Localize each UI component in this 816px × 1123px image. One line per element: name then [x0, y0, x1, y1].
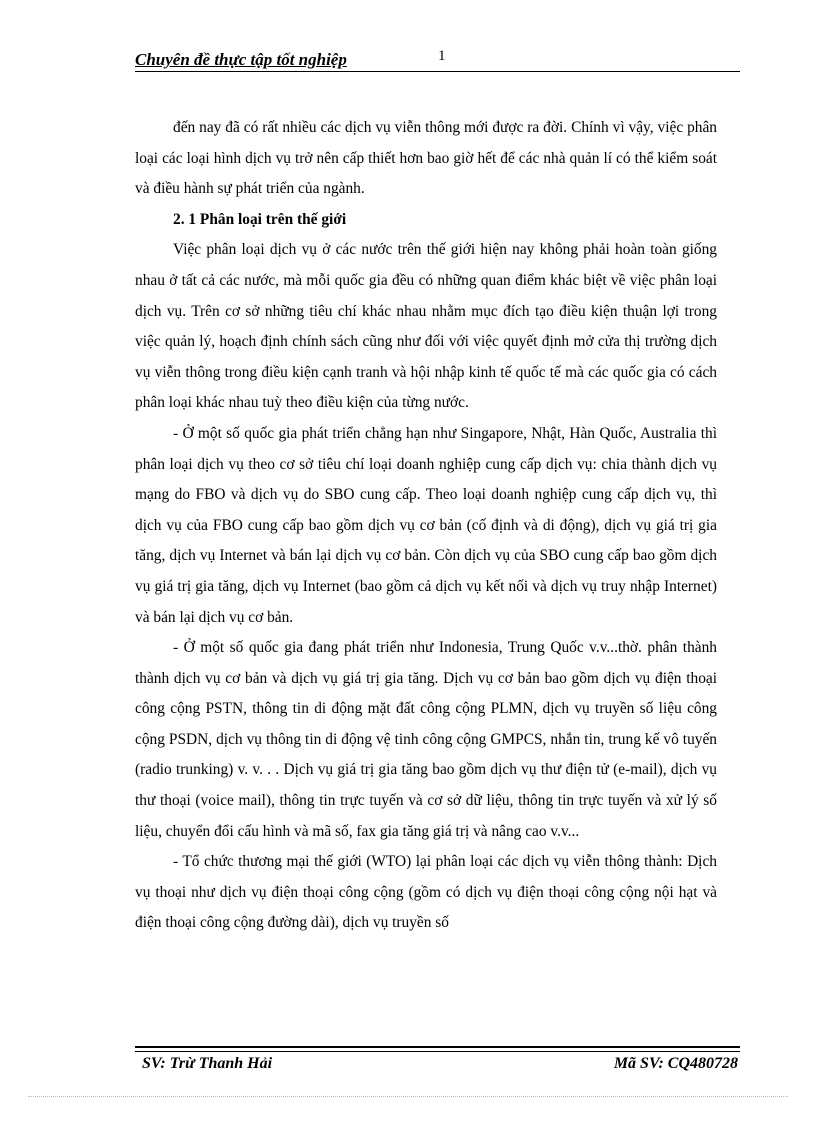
footer-student-id: Mã SV: CQ480728: [613, 1055, 738, 1072]
footer-divider-thick: [135, 1046, 740, 1048]
header-divider: [135, 71, 740, 72]
header-title: Chuyên đề thực tập tốt nghiệp: [135, 50, 347, 69]
page-number: 1: [438, 48, 446, 64]
section-heading: 2. 1 Phân loại trên thế giới: [173, 210, 347, 228]
paragraph: - Tổ chức thương mại thế giới (WTO) lại phân loại các dịch vụ viễn thông thành: Dịch vụ thoại như dịch vụ điện thoại công cộng (gồm có dịch vụ điện thoại công cộng nội hạt và điện thoại công cộng đường dài), dịch vụ truyền số: [135, 853, 717, 932]
footer-divider-thin: [135, 1051, 740, 1052]
paragraph: đến nay đã có rất nhiều các dịch vụ viễn thông mới được ra đời. Chính vì vậy, việc phân loại các loại hình dịch vụ trở nên cấp thiết hơn bao giờ hết để các nhà quản lí có thể kiểm soát và điều hành sự phát triển của ngành.: [135, 119, 717, 198]
paragraph: Việc phân loại dịch vụ ở các nước trên thế giới hiện nay không phải hoàn toàn giống nhau ở tất cả các nước, mà mỗi quốc gia đều có những quan điểm khác biệt về việc phân loại dịch vụ. Trên cơ sở những tiêu chí khác nhau nhằm mục đích tạo điều kiện thuận lợi trong việc quản lý, hoạch định chính sách cũng như đối với việc quyết định mở cửa thị trường dịch vụ viễn thông trong điều kiện cạnh tranh và hội nhập kinh tế quốc tế mà các quốc gia có cách phân loại khác nhau tuỳ theo điều kiện của từng nước.: [135, 241, 717, 412]
paragraph: - Ở một số quốc gia phát triển chẳng hạn như Singapore, Nhật, Hàn Quốc, Australia thì phân loại dịch vụ theo cơ sở tiêu chí loại doanh nghiệp cung cấp dịch vụ: chia thành dịch vụ mạng do FBO và dịch vụ do SBO cung cấp. Theo loại doanh nghiệp cung cấp dịch vụ, thì dịch vụ của FBO cung cấp bao gồm dịch vụ cơ bản (cố định và di động), dịch vụ giá trị gia tăng, dịch vụ Internet và bán lại dịch vụ cơ bản. Còn dịch vụ của SBO cung cấp bao gồm dịch vụ giá trị gia tăng, dịch vụ Internet (bao gồm cả dịch vụ kết nối và dịch vụ truy nhập Internet) và bán lại dịch vụ cơ bản.: [135, 424, 717, 626]
paragraph: - Ở một số quốc gia đang phát triển như Indonesia, Trung Quốc v.v...thờ. phân thành thành dịch vụ cơ bản và dịch vụ giá trị gia tăng. Dịch vụ cơ bản bao gồm dịch vụ điện thoại công cộng PSTN, thông tin di động mặt đất công cộng PLMN, dịch vụ truyền số liệu công cộng PSDN, dịch vụ thông tin di động vệ tinh công cộng GMPCS, nhắn tin, trung kế vô tuyến (radio trunking) v. v. . . Dịch vụ giá trị gia tăng bao gồm dịch vụ thư điện tử (e-mail), dịch vụ thư thoại (voice mail), thông tin trực tuyến và cơ sở dữ liệu, thông tin trực tuyến và xử lý số liệu, chuyển đổi cấu hình và mã số, fax gia tăng giá trị và nâng cao v.v...: [135, 639, 717, 840]
body-text: [135, 113, 717, 939]
page-bottom-dotted-line: [28, 1096, 788, 1097]
footer-student-name: SV: Trừ Thanh Hải: [142, 1055, 273, 1072]
